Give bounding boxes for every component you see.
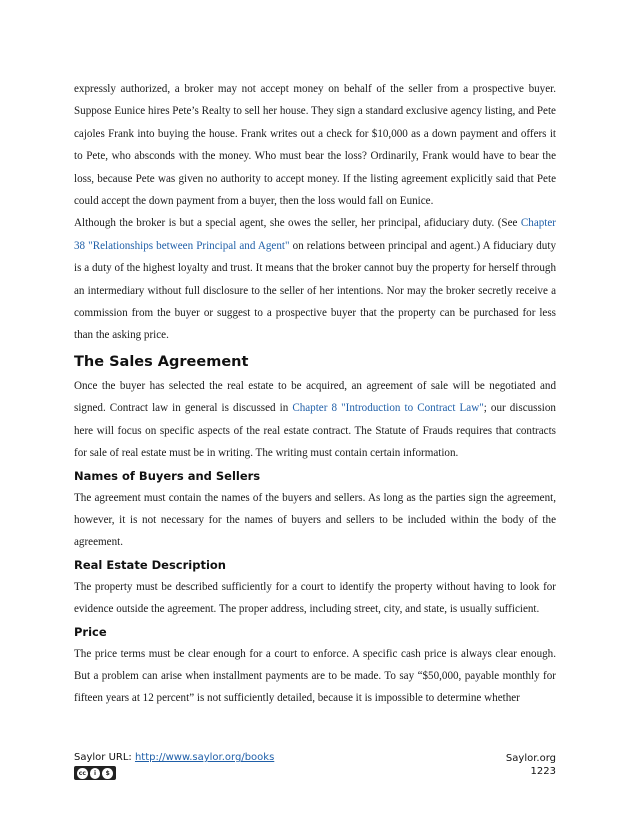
- paragraph-names: The agreement must contain the names of the buyers and sellers. As long as the parties sign the agreement, however, it is not necessary for the names of buyers and sellers to be included within the body of the agreement.: [74, 491, 556, 549]
- heading-price: Price: [74, 624, 107, 639]
- paragraph-price: The price terms must be clear enough for a court to enforce. A specific cash price is always clear enough. But a problem can arise when installment payments are to be made. To say “$50,000, payable monthly for fifteen years at 12 percent” is not sufficiently detailed, because it is impossible to determine whether: [74, 647, 556, 705]
- text-span: on relations between principal and agent.) A fiduciary duty is a duty of the highest loyalty and trust. It means that the broker cannot buy the property for herself through an intermediary without full disclosure to the seller of her intentions. Nor may the broker secretly receive a commission from the buyer or suggest to a prospective buyer that the property can be purchased for less than the asking price.: [74, 239, 556, 342]
- cc-icon: cc: [78, 769, 86, 777]
- text-span: Once the buyer has selected the real estate to be acquired, an agreement of sale will be negotiated and signed. Contract law in general is discussed in: [74, 379, 556, 415]
- page-content: [74, 78, 556, 710]
- page-number: 1223: [530, 766, 556, 777]
- text-span: ; our discussion here will focus on specific aspects of the real estate contract. The Statute of Frauds requires that contracts for sale of real estate must be in writing. The writing must contain certain information.: [74, 402, 556, 460]
- heading-real-estate-description: Real Estate Description: [74, 557, 226, 572]
- creative-commons-badge-icon: [74, 766, 116, 780]
- by-icon: i: [90, 768, 101, 779]
- paragraph-description: The property must be described sufficiently for a court to identify the property without having to look for evidence outside the agreement. The proper address, including street, city, and state, is usually sufficient.: [74, 580, 556, 616]
- paragraph-sales-agreement: [74, 375, 556, 465]
- paragraph-broker-authority: expressly authorized, a broker may not accept money on behalf of the seller from a prospective buyer. Suppose Eunice hires Pete’s Realty to sell her house. They sign a standard exclusive agency listing, and Pete cajoles Frank into buying the house. Frank writes out a check for $10,000 as a down payment and offers it to Pete, who absconds with the money. Who must bear the loss? Ordinarily, Frank would have to bear the loss, because Pete was given no authority to accept money. If the listing agreement explicitly said that Pete could accept the down payment from a buyer, then the loss would fall on Eunice.: [74, 83, 556, 208]
- chapter-38-link[interactable]: Chapter 38 "Relationships between Principal and Agent": [74, 217, 556, 252]
- heading-names-of-buyers-sellers: Names of Buyers and Sellers: [74, 468, 261, 483]
- text-span: Although the broker is but a special agent, she owes the seller, her principal, afiduciary duty. (See: [74, 217, 521, 230]
- nc-icon: $: [102, 768, 113, 779]
- paragraph-fiduciary-duty: [74, 212, 556, 346]
- footer-url: [74, 752, 274, 763]
- footer-right: [506, 752, 556, 778]
- footer-site: Saylor.org: [505, 753, 556, 764]
- chapter-8-link[interactable]: Chapter 8 "Introduction to Contract Law": [292, 402, 484, 415]
- saylor-books-link[interactable]: http://www.saylor.org/books: [134, 752, 275, 763]
- footer-url-label: Saylor URL:: [74, 752, 135, 763]
- heading-sales-agreement: The Sales Agreement: [74, 353, 249, 370]
